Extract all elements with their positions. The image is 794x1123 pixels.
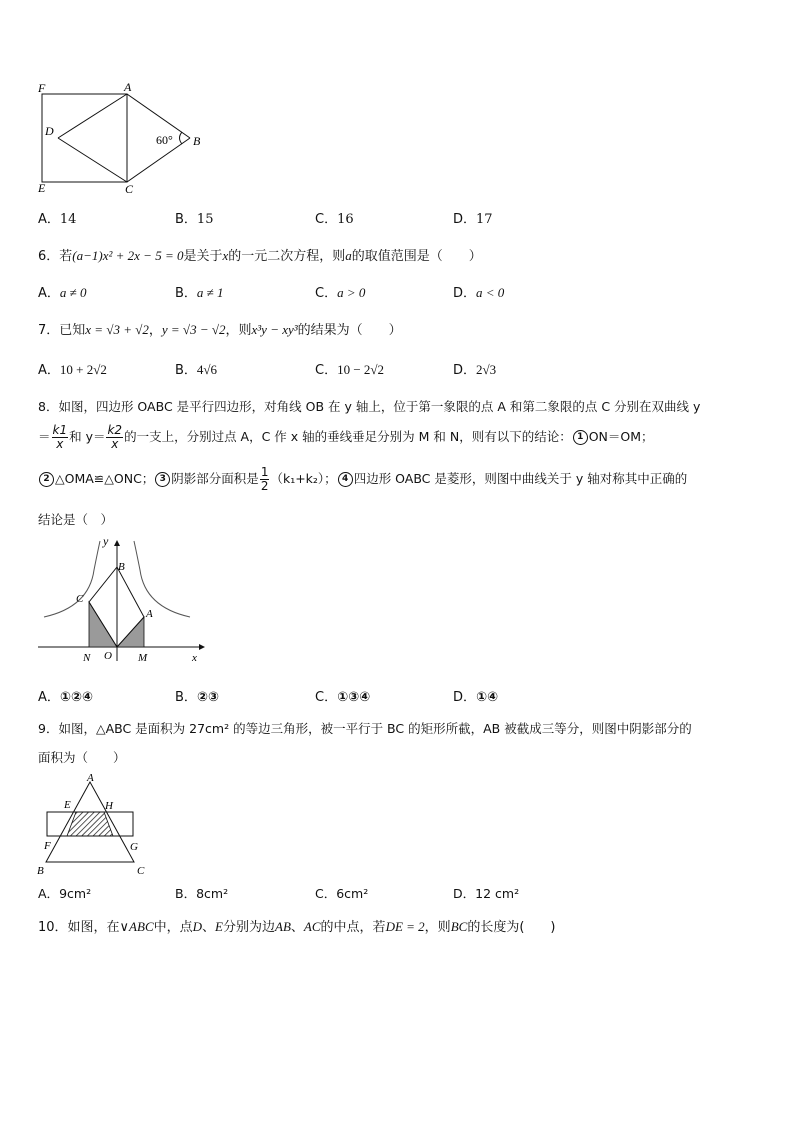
label-F: F xyxy=(38,81,46,95)
q5-option-b[interactable]: B．15 xyxy=(175,212,214,227)
q9-line-1: 9．如图，△ABC 是面积为 27cm² 的等边三角形，被一平行于 BC 的矩形所截，AB 被截成三等分，则图中阴影部分的 xyxy=(38,721,692,736)
q9-label-A: A xyxy=(87,772,94,784)
label-C: C xyxy=(125,182,134,196)
q6-option-b[interactable]: B．a ≠ 1 xyxy=(175,285,224,301)
q8-label-C: C xyxy=(76,593,84,605)
q7-stem: 7．已知x = √3 + √2，y = √3 − √2，则x³y − xy³的结果为（ ） xyxy=(38,322,402,338)
figure-q8-hyperbola xyxy=(34,535,214,665)
q8-option-c[interactable]: C．①③④ xyxy=(315,690,371,705)
figure-q5-square-rhombus xyxy=(30,76,220,198)
q8-option-a[interactable]: A．①②④ xyxy=(38,690,93,705)
q9-label-B: B xyxy=(37,865,44,877)
q9-option-d[interactable]: D．12 cm² xyxy=(453,886,520,901)
q8-label-y: y xyxy=(103,535,109,548)
q8-label-N: N xyxy=(83,652,91,664)
q8-option-b[interactable]: B．②③ xyxy=(175,690,219,705)
q7-option-d[interactable]: D．2√3 xyxy=(453,362,497,378)
q9-label-G: G xyxy=(130,841,138,853)
q7-option-c[interactable]: C．10 − 2√2 xyxy=(315,362,385,378)
q10-stem: 10．如图，在∨ABC中，点D、E分别为边AB、AC的中点，若DE = 2，则BC的长度为( ) xyxy=(38,919,556,935)
q7-option-b[interactable]: B．4√6 xyxy=(175,362,218,378)
label-D: D xyxy=(45,124,54,138)
label-angle-60: 60° xyxy=(156,133,173,147)
q8-option-d[interactable]: D．①④ xyxy=(453,690,499,705)
q8-line-1: 8．如图，四边形 OABC 是平行四边形，对角线 OB 在 y 轴上，位于第一象限的点 A 和第二象限的点 C 分别在双曲线 y xyxy=(38,399,701,414)
q9-option-a[interactable]: A．9cm² xyxy=(38,886,92,901)
q8-label-B: B xyxy=(118,561,125,573)
q9-option-b[interactable]: B．8cm² xyxy=(175,886,229,901)
q9-label-F: F xyxy=(44,840,51,852)
label-E: E xyxy=(38,181,46,195)
figure-q9-triangle-rectangle xyxy=(34,770,164,878)
q9-label-H: H xyxy=(105,800,113,812)
q9-label-E: E xyxy=(64,799,71,811)
q8-line-2: ＝ $\frac{k1}{x}$ 和 y＝ $\frac{k2}{x}$ 的一支上，分别过点 A，C 作 x 轴的垂线垂足分别为 M 和 N，则有以下的结论： 1 ON＝OM； xyxy=(38,423,654,451)
q5-option-a[interactable]: A．14 xyxy=(38,212,77,227)
q8-label-O: O xyxy=(104,650,112,662)
q5-option-d[interactable]: D．17 xyxy=(453,212,493,227)
q9-label-C: C xyxy=(137,865,145,877)
q6-option-d[interactable]: D．a < 0 xyxy=(453,285,505,301)
q9-line-2: 面积为（ ） xyxy=(38,750,126,765)
q6-stem: 6．若(a−1)x² + 2x − 5 = 0是关于x的一元二次方程，则a的取值范围是（ ） xyxy=(38,248,482,264)
q6-option-a[interactable]: A．a ≠ 0 xyxy=(38,285,87,301)
q8-label-x: x xyxy=(192,652,197,664)
q8-line-4: 结论是（ ） xyxy=(38,512,114,527)
label-B: B xyxy=(193,134,201,148)
q8-label-M: M xyxy=(138,652,148,664)
q6-option-c[interactable]: C．a > 0 xyxy=(315,285,366,301)
q8-line-3: 2 △OMA≌△ONC； 3 阴影部分面积是 $\frac{1}{2}$ （k₁+k₂）； 4 四边形 OABC 是菱形，则图中曲线关于 y 轴对称其中正确的 xyxy=(38,466,687,493)
q9-option-c[interactable]: C．6cm² xyxy=(315,886,369,901)
q5-option-c[interactable]: C．16 xyxy=(315,212,354,227)
q7-option-a[interactable]: A．10 + 2√2 xyxy=(38,362,107,378)
q8-label-A: A xyxy=(146,608,153,620)
label-A: A xyxy=(124,80,132,94)
